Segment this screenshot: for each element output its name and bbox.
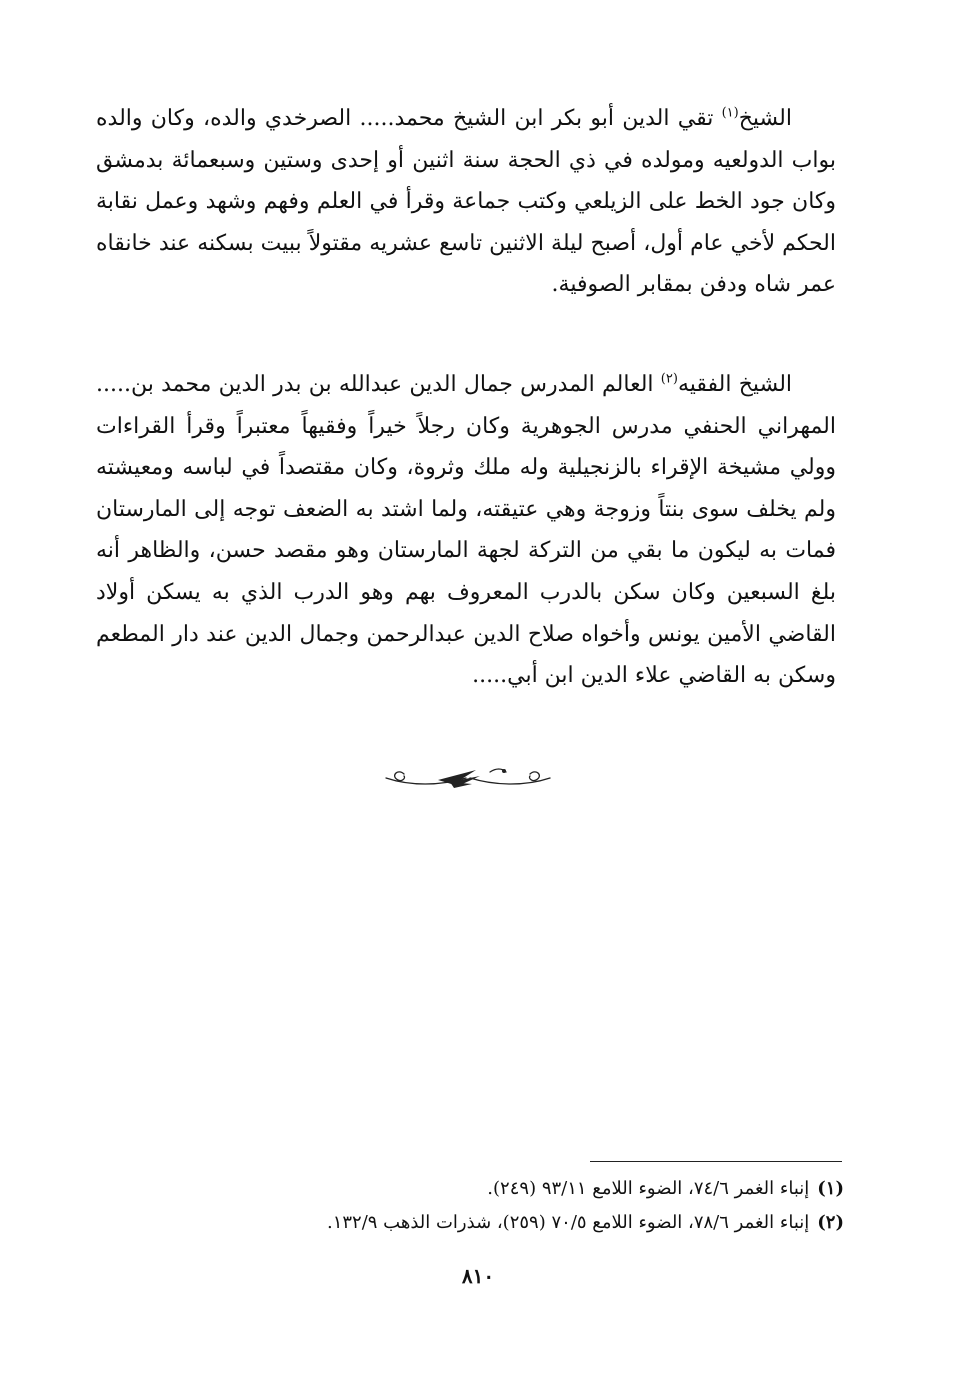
- footnote-ref-1: (١): [721, 105, 739, 121]
- paragraph-1: [96, 98, 836, 306]
- paragraph-1-text: [96, 98, 836, 306]
- paragraph-2: [96, 364, 836, 697]
- paragraph-2-text: [96, 364, 836, 697]
- paragraph-1-body: تقي الدين أبو بكر ابن الشيخ محمد..... الصرخدي والده، وكان والده بواب الدولعيه ومولده في ذي الحجة سنة اثنين أو إحدى وستين وسبعمائة بدمشق وكان جود الخط على الزيلعي وكتب جماعة وقرأ في العلم وفهم وشهد وعمل نقابة الحكم لأخي عام أول، أصبح ليلة الاثنين تاسع عشريه مقتولاً ببيت بسكنه عند خانقاه عمر شاه ودفن بمقابر الصوفية.: [96, 106, 836, 298]
- floral-divider-icon: [380, 760, 556, 796]
- footnote-2-number: (٢): [817, 1212, 844, 1233]
- footnote-1-text: إنباء الغمر ٧٤/٦، الضوء اللامع ٩٣/١١ (٢٤٩).: [487, 1178, 810, 1199]
- footnote-2-text: إنباء الغمر ٧٨/٦، الضوء اللامع ٧٠/٥ (٢٥٩)، شذرات الذهب ١٣٢/٩.: [326, 1212, 810, 1233]
- footnote-1: [327, 1172, 844, 1206]
- footnote-1-number: (١): [817, 1178, 844, 1199]
- footnote-ref-2: (٢): [660, 371, 678, 387]
- paragraph-1-lead: الشيخ: [738, 106, 792, 131]
- page-number: ٨١٠: [461, 1264, 495, 1288]
- paragraph-2-lead: الشيخ الفقيه: [677, 372, 793, 397]
- footnote-2: [327, 1206, 844, 1240]
- footnotes: [327, 1172, 844, 1240]
- footnote-separator: [590, 1161, 842, 1162]
- paragraph-2-body: العالم المدرس جمال الدين عبدالله بن بدر الدين محمد بن..... المهراني الحنفي مدرس الجوهرية وكان رجلاً خيراً وفقيهاً معتبراً وقرأ القراءات وولي مشيخة الإقراء بالزنجيلية وله ملك وثروة، وكان مقتصداً في لباسه ومعيشته ولم يخلف سوى بنتاً وزوجة وهي عتيقته، ولما اشتد به الضعف توجه إلى المارستان فمات به ليكون ما بقي من التركة لجهة المارستان وهو مقصد حسن، والظاهر أنه بلغ السبعين وكان سكن بالدرب المعروف بهم وهو الدرب الذي به يسكن أولاد القاضي الأمين يونس وأخواه صلاح الدين عبدالرحمن وجمال الدين عند دار المطعم وسكن به القاضي علاء الدين ابن أبي.....: [96, 372, 836, 689]
